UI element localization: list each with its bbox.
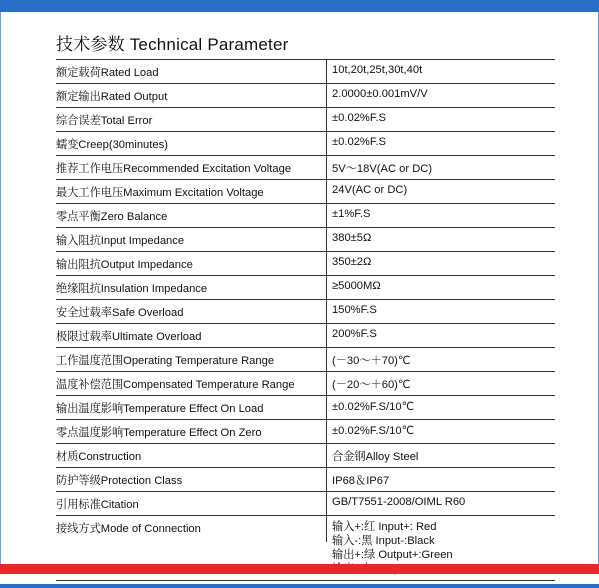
param-label: 引用标准Citation <box>56 499 139 511</box>
param-label: 绝缘阻抗Insulation Impedance <box>56 283 208 295</box>
param-label: 输出阻抗Output Impedance <box>56 259 193 271</box>
param-label: 最大工作电压Maximum Excitation Voltage <box>56 187 264 199</box>
table-row <box>56 59 555 83</box>
connection-line: 输入+:红 Input+: Red <box>332 521 437 533</box>
table-row <box>56 395 555 419</box>
bottom-accent-bar <box>0 564 599 574</box>
table-row <box>56 131 555 155</box>
param-label: 输入阻抗Input Impedance <box>56 235 185 247</box>
param-value: ±0.02%F.S/10℃ <box>332 425 415 437</box>
section-heading: 技术参数 Technical Parameter <box>56 35 289 54</box>
param-value: IP68＆IP67 <box>332 475 390 487</box>
param-value: ±1%F.S <box>332 208 371 220</box>
connection-line: 输出+:绿 Output+:Green <box>332 549 453 561</box>
param-value: 150%F.S <box>332 304 377 316</box>
table-bottom-border <box>56 580 555 581</box>
table-row <box>56 251 555 275</box>
bottom-blue-strip <box>0 584 599 588</box>
param-value: 350±2Ω <box>332 256 372 268</box>
param-value: 24V(AC or DC) <box>332 184 408 196</box>
param-label: 工作温度范围Operating Temperature Range <box>56 355 275 367</box>
param-value: ±0.02%F.S <box>332 112 387 124</box>
table-row <box>56 203 555 227</box>
param-value: ±0.02%F.S/10℃ <box>332 401 415 413</box>
left-border <box>0 12 1 564</box>
param-label: 蠕变Creep(30minutes) <box>56 139 168 151</box>
param-label: 零点温度影响Temperature Effect On Zero <box>56 427 262 439</box>
param-value: 2.0000±0.001mV/V <box>332 88 428 100</box>
table-row <box>56 467 555 491</box>
table-row <box>56 323 555 347</box>
table-row <box>56 83 555 107</box>
param-value: 380±5Ω <box>332 232 372 244</box>
param-value: 合金钢Alloy Steel <box>332 451 419 463</box>
table-row <box>56 155 555 179</box>
table-row <box>56 419 555 443</box>
param-label: 材质Construction <box>56 451 142 463</box>
parameter-table <box>56 59 555 581</box>
param-label: 极限过载率Ultimate Overload <box>56 331 202 343</box>
table-row <box>56 179 555 203</box>
table-row <box>56 299 555 323</box>
table-row <box>56 491 555 515</box>
param-label: 安全过载率Safe Overload <box>56 307 184 319</box>
connection-line: 输入-:黑 Input-:Black <box>332 535 435 547</box>
top-accent-bar <box>0 0 599 12</box>
param-label: 防护等级Protection Class <box>56 475 183 487</box>
param-value: 5V～18V(AC or DC) <box>332 163 433 175</box>
param-label: 输出温度影响Temperature Effect On Load <box>56 403 264 415</box>
param-value: GB/T7551-2008/OIML R60 <box>332 496 466 508</box>
param-label: 推荐工作电压Recommended Excitation Voltage <box>56 163 292 175</box>
table-row <box>56 443 555 467</box>
table-row <box>56 275 555 299</box>
connection-label: 接线方式Mode of Connection <box>56 523 201 535</box>
param-label: 综合误差Total Error <box>56 115 153 127</box>
param-value: (－20～＋60)℃ <box>332 379 411 391</box>
table-row <box>56 227 555 251</box>
param-label: 额定输出Rated Output <box>56 91 168 103</box>
param-label: 零点平衡Zero Balance <box>56 211 168 223</box>
param-label: 额定载荷Rated Load <box>56 67 159 79</box>
param-value: ±0.02%F.S <box>332 136 387 148</box>
table-row <box>56 347 555 371</box>
table-row <box>56 107 555 131</box>
table-row <box>56 371 555 395</box>
param-value: ≥5000MΩ <box>332 280 381 292</box>
param-label: 温度补偿范围Compensated Temperature Range <box>56 379 295 391</box>
param-value: 200%F.S <box>332 328 377 340</box>
param-value: 10t,20t,25t,30t,40t <box>332 64 423 76</box>
param-value: (－30～＋70)℃ <box>332 355 411 367</box>
